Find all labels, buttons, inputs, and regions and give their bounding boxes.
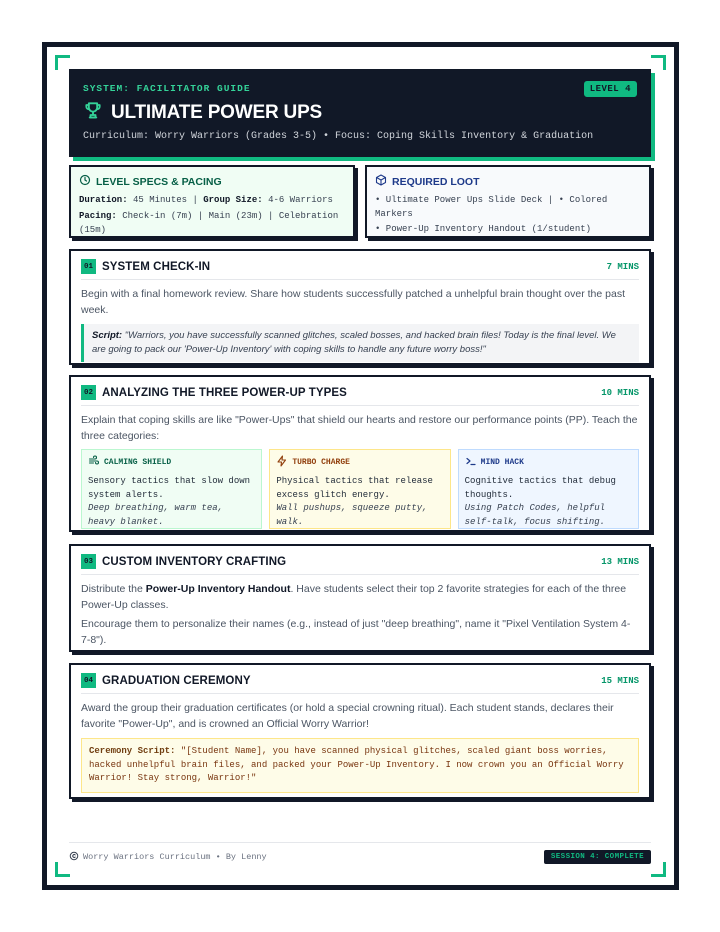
loot-item: • Ultimate Power Ups Slide Deck | • Colored Markers <box>375 195 608 219</box>
group-size-label: Group Size: <box>203 195 263 205</box>
script-text: "[Student Name], you have scanned physical glitches, scaled giant boss worries, hacked unhelpful brain files, and packed your Power-Up Inventory. I now crown you an Official Worry Warrior! Stay strong, Warrior!" <box>89 746 624 783</box>
loot-item: • Power-Up Inventory Handout (1/student) <box>375 224 592 234</box>
section-title: ANALYZING THE THREE POWER-UP TYPES <box>102 386 347 399</box>
section-text: Award the group their graduation certificates (or hold a special crowning ritual). Each student stands, declares their favorite "Power-Up", and is crowned an Official Worry Warrior! <box>81 702 614 730</box>
section-text: Distribute the Power-Up Inventory Handout. Have students select their top 2 favorite strategies for each of the three Power-Up classes. <box>81 583 627 611</box>
section-power-up-types <box>69 375 651 532</box>
terminal-icon <box>465 455 481 470</box>
type-title: MIND HACK <box>480 458 524 467</box>
type-title: CALMING SHIELD <box>104 458 172 467</box>
section-duration: 7 MINS <box>606 261 639 272</box>
power-up-type-turbo-charge <box>269 449 450 529</box>
type-description: Sensory tactics that slow down system alerts. <box>88 476 251 500</box>
section-graduation-ceremony <box>69 663 651 799</box>
session-status-badge: SESSION 4: COMPLETE <box>544 850 651 864</box>
type-examples: Using Patch Codes, helpful self-talk, focus shifting. <box>464 503 606 527</box>
group-size-value: 4-6 Warriors <box>268 195 333 205</box>
pacing-label: Pacing: <box>79 211 117 221</box>
page-title: ULTIMATE POWER UPS <box>111 101 323 123</box>
duration-value: 45 Minutes <box>133 195 188 205</box>
type-description: Physical tactics that release excess glitch energy. <box>276 476 433 500</box>
handout-name: Power-Up Inventory Handout <box>145 583 291 595</box>
section-text: Explain that coping skills are like "Power-Ups" that shield our hearts and restore our performance points (PP). Teach the three categories: <box>81 414 638 442</box>
section-text: Begin with a final homework review. Share how students successfully patched a unhelpful brain thought over the past week. <box>81 288 625 316</box>
lightning-icon <box>276 455 292 470</box>
type-examples: Deep breathing, warm tea, heavy blanket. <box>88 503 224 527</box>
type-title: TURBO CHARGE <box>292 458 350 467</box>
section-number: 03 <box>81 554 96 569</box>
section-number: 04 <box>81 673 96 688</box>
power-up-type-calming-shield <box>81 449 262 529</box>
level-specs-box <box>69 165 355 238</box>
type-examples: Wall pushups, squeeze putty, walk. <box>276 503 428 527</box>
type-description: Cognitive tactics that debug thoughts. <box>464 476 616 500</box>
cube-icon <box>375 174 392 189</box>
specs-title: LEVEL SPECS & PACING <box>96 175 222 188</box>
section-number: 01 <box>81 259 96 274</box>
section-inventory-crafting <box>69 544 651 652</box>
section-number: 02 <box>81 385 96 400</box>
footer-credit: Worry Warriors Curriculum • By Lenny <box>83 852 267 862</box>
section-title: SYSTEM CHECK-IN <box>102 260 211 273</box>
section-duration: 13 MINS <box>601 556 639 567</box>
level-badge: LEVEL 4 <box>584 81 637 97</box>
section-title: CUSTOM INVENTORY CRAFTING <box>102 555 287 568</box>
corner-bracket <box>55 862 70 877</box>
section-duration: 10 MINS <box>601 387 639 398</box>
corner-bracket <box>55 55 70 70</box>
pacing-value: Check-in (7m) | Main (23m) | Celebration (15m) <box>79 211 339 235</box>
required-loot-box <box>365 165 651 238</box>
clock-icon <box>79 174 96 189</box>
script-text: "Warriors, you have successfully scanned glitches, scaled bosses, and hacked brain files! Today is the final level. We are going to pack our 'Power-Up Inventory' with coping skills to handle any future worry boss!" <box>92 330 616 355</box>
page-subtitle: Curriculum: Worry Warriors (Grades 3-5) • Focus: Coping Skills Inventory & Graduation <box>83 131 594 142</box>
section-system-check-in <box>69 249 651 365</box>
loot-title: REQUIRED LOOT <box>392 175 480 188</box>
page-frame <box>42 42 679 890</box>
section-text: Encourage them to personalize their names (e.g., instead of just "deep breathing", name it "Pixel Ventilation System 4-7-8"). <box>81 618 631 646</box>
system-label: SYSTEM: FACILITATOR GUIDE <box>83 83 251 94</box>
script-label: Script: <box>92 330 123 341</box>
copyright-icon <box>69 851 83 864</box>
section-title: GRADUATION CEREMONY <box>102 674 251 687</box>
corner-bracket <box>651 862 666 877</box>
header-banner <box>69 69 651 157</box>
script-label: Ceremony Script: <box>89 746 176 756</box>
wind-icon <box>88 455 104 470</box>
power-up-type-mind-hack <box>458 449 639 529</box>
footer <box>69 842 651 864</box>
ceremony-script-box <box>81 738 639 793</box>
duration-label: Duration: <box>79 195 128 205</box>
script-box <box>81 324 639 362</box>
section-duration: 15 MINS <box>601 675 639 686</box>
corner-bracket <box>651 55 666 70</box>
separator: | <box>192 195 198 205</box>
trophy-icon <box>83 100 111 125</box>
